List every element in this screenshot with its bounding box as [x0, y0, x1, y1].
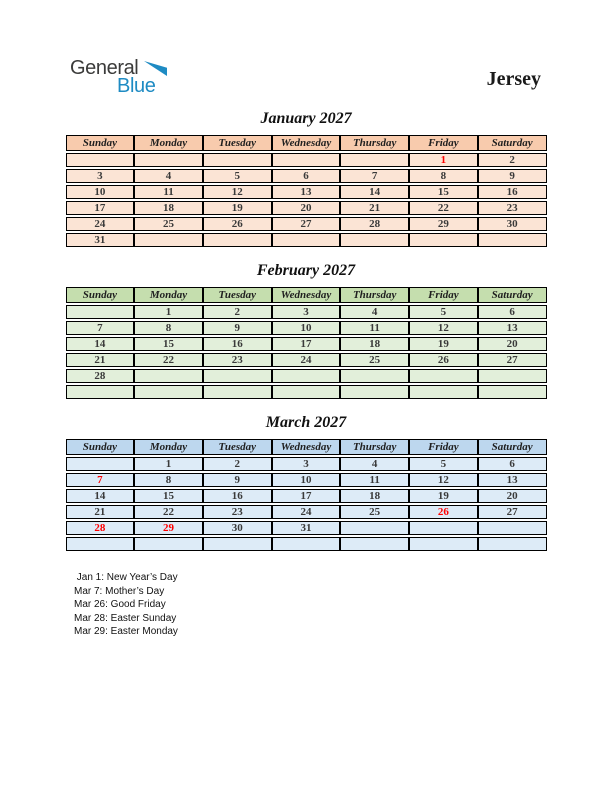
- weekday-header-sunday: Sunday: [66, 287, 135, 303]
- date-cell-january-25: 25: [134, 217, 203, 231]
- date-cell-january-4: 4: [134, 169, 203, 183]
- date-cell-january-19: 19: [203, 201, 272, 215]
- date-cell-february-19: 19: [409, 337, 478, 351]
- empty-date-cell: [66, 385, 135, 399]
- holiday-note: Jan 1: New Year’s Day: [74, 572, 178, 583]
- date-cell-march-27: 27: [478, 505, 547, 519]
- holiday-date-cell-march-7: 7: [66, 473, 135, 487]
- date-cell-january-22: 22: [409, 201, 478, 215]
- week-row: [66, 369, 547, 383]
- date-cell-february-25: 25: [340, 353, 409, 367]
- empty-date-cell: [66, 153, 135, 167]
- date-cell-march-23: 23: [203, 505, 272, 519]
- date-cell-march-17: 17: [272, 489, 341, 503]
- holiday-note: Mar 29: Easter Monday: [74, 626, 178, 637]
- date-cell-february-13: 13: [478, 321, 547, 335]
- date-cell-march-16: 16: [203, 489, 272, 503]
- calendar-head-january: [66, 135, 547, 151]
- empty-date-cell: [66, 537, 135, 551]
- date-cell-february-23: 23: [203, 353, 272, 367]
- date-cell-january-3: 3: [66, 169, 135, 183]
- week-row: [66, 353, 547, 367]
- weekday-header-wednesday: Wednesday: [272, 135, 341, 151]
- weekday-header-saturday: Saturday: [478, 287, 547, 303]
- empty-date-cell: [478, 369, 547, 383]
- empty-date-cell: [409, 385, 478, 399]
- date-cell-january-28: 28: [340, 217, 409, 231]
- date-cell-february-20: 20: [478, 337, 547, 351]
- week-row: [66, 305, 547, 319]
- date-cell-january-8: 8: [409, 169, 478, 183]
- month-title-february: February 2027: [256, 262, 356, 279]
- date-cell-march-22: 22: [134, 505, 203, 519]
- date-cell-january-5: 5: [203, 169, 272, 183]
- date-cell-march-21: 21: [66, 505, 135, 519]
- date-cell-march-9: 9: [203, 473, 272, 487]
- date-cell-february-4: 4: [340, 305, 409, 319]
- empty-date-cell: [272, 233, 341, 247]
- calendar-body-january: [66, 153, 547, 247]
- weekday-header-friday: Friday: [409, 135, 478, 151]
- month-title-march: March 2027: [265, 414, 347, 431]
- date-cell-january-29: 29: [409, 217, 478, 231]
- empty-date-cell: [134, 153, 203, 167]
- weekday-header-monday: Monday: [134, 287, 203, 303]
- weekday-header-sunday: Sunday: [66, 439, 135, 455]
- date-cell-march-4: 4: [340, 457, 409, 471]
- weekday-header-friday: Friday: [409, 439, 478, 455]
- date-cell-january-13: 13: [272, 185, 341, 199]
- weekday-header-saturday: Saturday: [478, 439, 547, 455]
- date-cell-february-24: 24: [272, 353, 341, 367]
- date-cell-february-21: 21: [66, 353, 135, 367]
- weekday-header-friday: Friday: [409, 287, 478, 303]
- date-cell-february-15: 15: [134, 337, 203, 351]
- empty-date-cell: [203, 233, 272, 247]
- date-cell-january-30: 30: [478, 217, 547, 231]
- date-cell-march-13: 13: [478, 473, 547, 487]
- date-cell-january-23: 23: [478, 201, 547, 215]
- week-row: [66, 457, 547, 471]
- weekday-header-saturday: Saturday: [478, 135, 547, 151]
- weekday-header-wednesday: Wednesday: [272, 287, 341, 303]
- weekday-header-thursday: Thursday: [340, 439, 409, 455]
- date-cell-january-15: 15: [409, 185, 478, 199]
- date-cell-january-26: 26: [203, 217, 272, 231]
- date-cell-january-12: 12: [203, 185, 272, 199]
- empty-date-cell: [340, 233, 409, 247]
- date-cell-march-8: 8: [134, 473, 203, 487]
- weekday-header-tuesday: Tuesday: [203, 135, 272, 151]
- empty-date-cell: [409, 537, 478, 551]
- empty-date-cell: [409, 521, 478, 535]
- holiday-note: Mar 7: Mother’s Day: [74, 585, 165, 597]
- date-cell-february-10: 10: [272, 321, 341, 335]
- date-cell-january-7: 7: [340, 169, 409, 183]
- empty-date-cell: [340, 369, 409, 383]
- date-cell-march-10: 10: [272, 473, 341, 487]
- date-cell-march-19: 19: [409, 489, 478, 503]
- date-cell-january-9: 9: [478, 169, 547, 183]
- date-cell-march-15: 15: [134, 489, 203, 503]
- weekday-header-thursday: Thursday: [340, 135, 409, 151]
- week-row: [66, 473, 547, 487]
- empty-date-cell: [134, 369, 203, 383]
- week-row: [66, 185, 547, 199]
- empty-date-cell: [66, 305, 135, 319]
- empty-date-cell: [409, 233, 478, 247]
- weekday-header-monday: Monday: [134, 135, 203, 151]
- date-cell-january-27: 27: [272, 217, 341, 231]
- week-row: [66, 385, 547, 399]
- date-cell-january-16: 16: [478, 185, 547, 199]
- date-cell-february-5: 5: [409, 305, 478, 319]
- date-cell-february-6: 6: [478, 305, 547, 319]
- date-cell-march-11: 11: [340, 473, 409, 487]
- empty-date-cell: [134, 537, 203, 551]
- date-cell-march-5: 5: [409, 457, 478, 471]
- weekday-header-tuesday: Tuesday: [203, 287, 272, 303]
- general-blue-logo: [70, 58, 190, 102]
- date-cell-march-18: 18: [340, 489, 409, 503]
- date-cell-march-31: 31: [272, 521, 341, 535]
- calendar-head-february: [66, 287, 547, 303]
- weekday-header-monday: Monday: [134, 439, 203, 455]
- date-cell-february-11: 11: [340, 321, 409, 335]
- empty-date-cell: [340, 521, 409, 535]
- empty-date-cell: [272, 369, 341, 383]
- date-cell-january-20: 20: [272, 201, 341, 215]
- calendar-table-january: [66, 133, 547, 249]
- empty-date-cell: [340, 537, 409, 551]
- date-cell-march-1: 1: [134, 457, 203, 471]
- date-cell-january-24: 24: [66, 217, 135, 231]
- date-cell-january-14: 14: [340, 185, 409, 199]
- date-cell-february-1: 1: [134, 305, 203, 319]
- logo-text-general: General: [70, 57, 139, 79]
- holiday-date-cell-march-29: 29: [134, 521, 203, 535]
- date-cell-march-6: 6: [478, 457, 547, 471]
- empty-date-cell: [203, 385, 272, 399]
- week-row: [66, 321, 547, 335]
- date-cell-february-22: 22: [134, 353, 203, 367]
- date-cell-march-30: 30: [203, 521, 272, 535]
- date-cell-march-3: 3: [272, 457, 341, 471]
- date-cell-january-11: 11: [134, 185, 203, 199]
- date-cell-february-26: 26: [409, 353, 478, 367]
- week-row: [66, 217, 547, 231]
- empty-date-cell: [478, 385, 547, 399]
- calendar-table-february: [66, 285, 547, 401]
- date-cell-march-2: 2: [203, 457, 272, 471]
- weekday-header-tuesday: Tuesday: [203, 439, 272, 455]
- holiday-list: [74, 571, 612, 639]
- weekday-header-sunday: Sunday: [66, 135, 135, 151]
- weekday-header-row: [66, 287, 547, 303]
- date-cell-february-27: 27: [478, 353, 547, 367]
- date-cell-january-18: 18: [134, 201, 203, 215]
- date-cell-january-21: 21: [340, 201, 409, 215]
- month-february: [0, 262, 612, 401]
- week-row: [66, 169, 547, 183]
- week-row: [66, 489, 547, 503]
- empty-date-cell: [134, 385, 203, 399]
- date-cell-march-24: 24: [272, 505, 341, 519]
- week-row: [66, 153, 547, 167]
- empty-date-cell: [272, 537, 341, 551]
- weekday-header-row: [66, 135, 547, 151]
- month-title-january: January 2027: [260, 110, 352, 127]
- week-row: [66, 537, 547, 551]
- empty-date-cell: [340, 153, 409, 167]
- empty-date-cell: [66, 457, 135, 471]
- empty-date-cell: [203, 153, 272, 167]
- logo-triangle-icon: [144, 61, 167, 76]
- date-cell-february-3: 3: [272, 305, 341, 319]
- week-row: [66, 505, 547, 519]
- empty-date-cell: [272, 385, 341, 399]
- month-march: [0, 414, 612, 553]
- empty-date-cell: [272, 153, 341, 167]
- date-cell-february-7: 7: [66, 321, 135, 335]
- date-cell-january-17: 17: [66, 201, 135, 215]
- empty-date-cell: [478, 233, 547, 247]
- calendar-body-february: [66, 305, 547, 399]
- calendar-head-march: [66, 439, 547, 455]
- date-cell-february-18: 18: [340, 337, 409, 351]
- page-title: Jersey: [486, 68, 541, 90]
- holiday-note: Mar 28: Easter Sunday: [74, 612, 177, 624]
- week-row: [66, 521, 547, 535]
- date-cell-january-2: 2: [478, 153, 547, 167]
- holiday-date-cell-march-28: 28: [66, 521, 135, 535]
- week-row: [66, 201, 547, 215]
- date-cell-march-12: 12: [409, 473, 478, 487]
- date-cell-february-16: 16: [203, 337, 272, 351]
- date-cell-january-31: 31: [66, 233, 135, 247]
- empty-date-cell: [478, 537, 547, 551]
- date-cell-january-10: 10: [66, 185, 135, 199]
- empty-date-cell: [478, 521, 547, 535]
- month-january: [0, 110, 612, 249]
- date-cell-february-14: 14: [66, 337, 135, 351]
- date-cell-february-2: 2: [203, 305, 272, 319]
- date-cell-march-20: 20: [478, 489, 547, 503]
- empty-date-cell: [203, 369, 272, 383]
- date-cell-february-9: 9: [203, 321, 272, 335]
- weekday-header-row: [66, 439, 547, 455]
- date-cell-february-28: 28: [66, 369, 135, 383]
- week-row: [66, 233, 547, 247]
- date-cell-february-8: 8: [134, 321, 203, 335]
- holiday-date-cell-march-26: 26: [409, 505, 478, 519]
- holiday-note: Mar 26: Good Friday: [74, 599, 166, 610]
- calendar-body-march: [66, 457, 547, 551]
- empty-date-cell: [340, 385, 409, 399]
- date-cell-january-6: 6: [272, 169, 341, 183]
- date-cell-march-14: 14: [66, 489, 135, 503]
- weekday-header-wednesday: Wednesday: [272, 439, 341, 455]
- calendar-table-march: [66, 437, 547, 553]
- date-cell-february-17: 17: [272, 337, 341, 351]
- empty-date-cell: [203, 537, 272, 551]
- logo-text-blue: Blue: [117, 75, 156, 97]
- date-cell-march-25: 25: [340, 505, 409, 519]
- holiday-date-cell-january-1: 1: [409, 153, 478, 167]
- week-row: [66, 337, 547, 351]
- empty-date-cell: [409, 369, 478, 383]
- weekday-header-thursday: Thursday: [340, 287, 409, 303]
- date-cell-february-12: 12: [409, 321, 478, 335]
- empty-date-cell: [134, 233, 203, 247]
